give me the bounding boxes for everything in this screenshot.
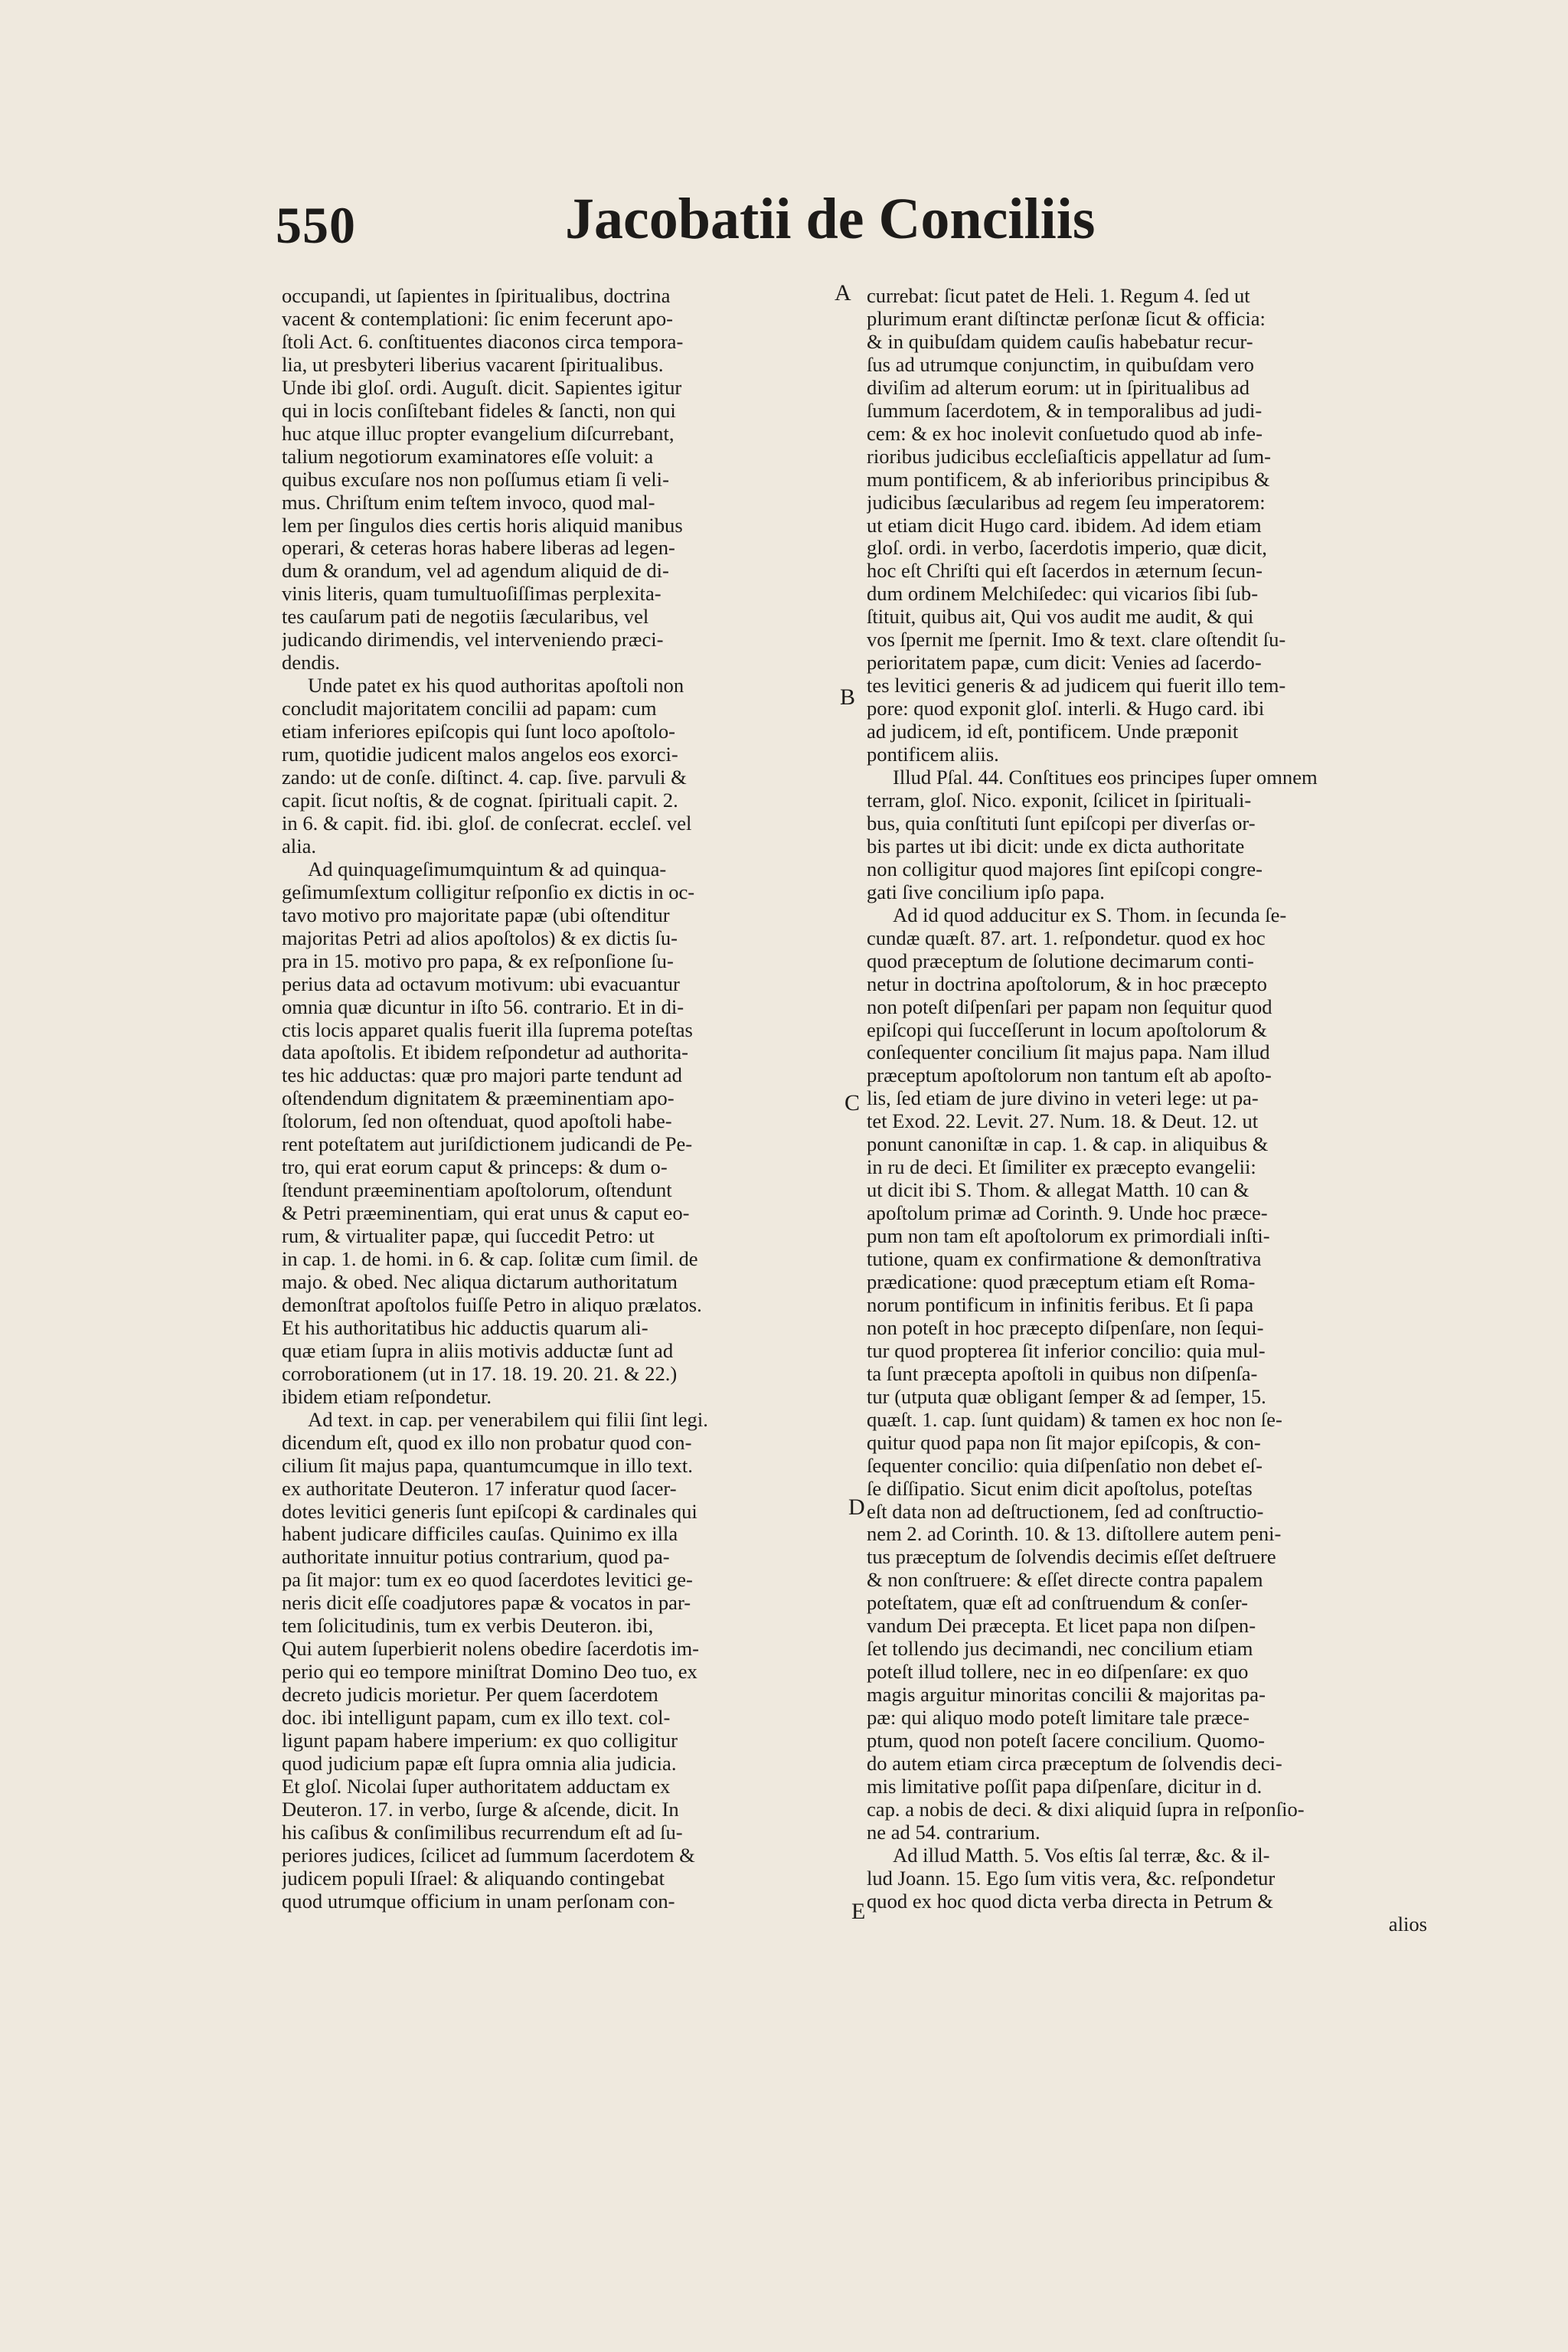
text-line: ſtituit, quibus ait, Qui vos audit me audit, & qui xyxy=(867,605,1254,629)
text-line: ponunt canoniſtæ in cap. 1. & cap. in aliquibus & xyxy=(867,1132,1269,1156)
text-line: & in quibuſdam quidem cauſis habebatur recur- xyxy=(867,329,1253,353)
text-line: lis, ſed etiam de jure divino in veteri lege: ut pa- xyxy=(867,1086,1259,1110)
margin-letter-b: B xyxy=(840,684,856,710)
text-line: & Petri præeminentiam, qui erat unus & caput eo- xyxy=(282,1201,690,1225)
text-line: magis arguitur minoritas concilii & majoritas pa- xyxy=(867,1683,1266,1707)
text-line: quod utrumque officium in unam perſonam con- xyxy=(282,1889,675,1913)
text-line: ſequenter concilio: quia diſpenſatio non debet eſ- xyxy=(867,1453,1263,1477)
text-line: etiam inferiores epiſcopis qui ſunt loco apoſtolo- xyxy=(282,720,676,743)
text-line: omnia quæ dicuntur in iſto 56. contrario. Et in di- xyxy=(282,995,684,1018)
text-line: perioritatem papæ, cum dicit: Venies ad ſacerdo- xyxy=(867,651,1262,675)
text-line: gloſ. ordi. in verbo, ſacerdotis imperio, quæ dicit, xyxy=(867,536,1267,560)
margin-letter-e: E xyxy=(851,1899,866,1924)
text-line: hoc eſt Chriſti qui eſt ſacerdos in æternum ſecun- xyxy=(867,559,1263,583)
text-line: quod judicium papæ eſt ſupra omnia alia judicia. xyxy=(282,1752,677,1775)
text-line: alios xyxy=(1388,1912,1427,1936)
text-line: vos ſpernit me ſpernit. Imo & text. clare oſtendit ſu- xyxy=(867,628,1286,652)
text-line: perius data ad octavum motivum: ubi evacuantur xyxy=(282,972,680,995)
text-line: vinis literis, quam tumultuoſiſſimas perplexita- xyxy=(282,582,662,606)
text-line: vandum Dei præcepta. Et licet papa non diſpen- xyxy=(867,1614,1256,1638)
text-line: poteſt illud tollere, nec in eo diſpenſare: ex quo xyxy=(867,1660,1249,1684)
text-line: ad judicem, id eſt, pontificem. Unde præponit xyxy=(867,720,1239,743)
text-line: ſe diſſipatio. Sicut enim dicit apoſtolus, poteſtas xyxy=(867,1476,1253,1500)
right-column xyxy=(867,285,1427,2252)
page-number: 550 xyxy=(276,196,356,254)
text-line: bis partes ut ibi dicit: unde ex dicta authoritate xyxy=(867,834,1245,858)
text-line: quitur quod papa non ſit major epiſcopis, & con- xyxy=(867,1430,1261,1454)
text-line: majoritas Petri ad alios apoſtolos) & ex dictis ſu- xyxy=(282,926,678,949)
text-line: ptum, quod non poteſt ſacere concilium. Quomo- xyxy=(867,1729,1265,1753)
text-line: ut dicit ibi S. Thom. & allegat Matth. 10 can & xyxy=(867,1178,1250,1202)
text-line: do autem etiam circa præceptum de ſolvendis deci- xyxy=(867,1752,1282,1775)
text-line: ſtendunt præeminentiam apoſtolorum, oſtendunt xyxy=(282,1178,672,1202)
left-column xyxy=(282,285,838,2252)
text-line: judicando dirimendis, vel interveniendo præci- xyxy=(282,628,664,652)
text-line: dicendum eſt, quod ex illo non probatur quod con- xyxy=(282,1430,692,1454)
text-line: & non conſtruere: & eſſet directe contra papalem xyxy=(867,1568,1263,1592)
page-header xyxy=(276,187,1271,287)
text-line: capit. ſicut noſtis, & de cognat. ſpirituali capit. 2. xyxy=(282,788,678,812)
text-line: diviſim ad alterum eorum: ut in ſpiritualibus ad xyxy=(867,375,1250,399)
text-line: tes cauſarum pati de negotiis ſæcularibus, vel xyxy=(282,605,649,629)
text-line: zando: ut de conſe. diſtinct. 4. cap. ſive. parvuli & xyxy=(282,766,687,789)
text-line: currebat: ſicut patet de Heli. 1. Regum 4. ſed ut xyxy=(867,285,1250,307)
text-line: Ad quinquageſimumquintum & ad quinqua- xyxy=(308,857,667,880)
text-line: tur quod propterea ſit inferior concilio: quia mul- xyxy=(867,1338,1266,1362)
text-line: pra in 15. motivo pro papa, & ex reſponſione ſu- xyxy=(282,949,674,972)
text-line: dum ordinem Melchiſedec: qui vicarios ſibi ſub- xyxy=(867,582,1259,606)
text-line: geſimumſextum colligitur reſponſio ex dictis in oc- xyxy=(282,880,695,903)
text-line: cem: & ex hoc inolevit conſuetudo quod ab infe- xyxy=(867,421,1263,445)
text-line: tro, qui erat eorum caput & princeps: & dum o- xyxy=(282,1155,668,1179)
text-line: in cap. 1. de homi. in 6. & cap. ſolitæ cum ſimil. de xyxy=(282,1247,698,1271)
text-line: ibidem etiam reſpondetur. xyxy=(282,1384,492,1408)
text-line: tur (utputa quæ obligant ſemper & ad ſemper, 15. xyxy=(867,1384,1266,1408)
text-line: oſtendendum dignitatem & præeminentiam apo- xyxy=(282,1086,675,1110)
text-line: talium negotiorum examinatores eſſe voluit: a xyxy=(282,444,654,468)
text-line: prædicatione: quod præceptum etiam eſt Roma- xyxy=(867,1269,1256,1293)
text-line: qui in locis conſiſtebant fideles & ſancti, non qui xyxy=(282,398,676,422)
text-line: tes hic adductas: quæ pro majori parte tendunt ad xyxy=(282,1063,682,1087)
text-line: Unde ibi gloſ. ordi. Auguſt. dicit. Sapientes igitur xyxy=(282,375,682,399)
text-line: ſummum ſacerdotem, & in temporalibus ad judi- xyxy=(867,398,1263,422)
text-line: vacent & contemplationi: ſic enim fecerunt apo- xyxy=(282,306,673,330)
text-line: ſus ad utrumque conjunctim, in quibuſdam vero xyxy=(867,352,1254,376)
text-line: ex authoritate Deuteron. 17 inferatur quod ſacer- xyxy=(282,1476,677,1500)
text-line: pum non tam eſt apoſtolorum ex primordiali inſti- xyxy=(867,1224,1270,1248)
text-line: ſet tollendo jus decimandi, nec concilium etiam xyxy=(867,1637,1253,1661)
text-line: ſtoli Act. 6. conſtituentes diaconos circa tempora- xyxy=(282,329,684,353)
text-line: lud Joann. 15. Ego ſum vitis vera, &c. reſpondetur xyxy=(867,1866,1276,1890)
margin-letter-d: D xyxy=(848,1494,865,1520)
text-line: poteſtatem, quæ eſt ad conſtruendum & conſer- xyxy=(867,1591,1248,1615)
text-line: pontificem aliis. xyxy=(867,743,999,766)
text-line: rioribus judicibus eccleſiaſticis appellatur ad ſum- xyxy=(867,444,1272,468)
text-line: apoſtolum primæ ad Corinth. 9. Unde hoc præce- xyxy=(867,1201,1268,1225)
text-line: ſtolorum, ſed non oſtenduat, quod apoſtoli habe- xyxy=(282,1109,672,1133)
text-line: ne ad 54. contrarium. xyxy=(867,1820,1040,1844)
text-line: quæſt. 1. cap. ſunt quidam) & tamen ex hoc non ſe- xyxy=(867,1407,1282,1431)
text-line: dotes levitici generis ſunt epiſcopi & cardinales qui xyxy=(282,1499,697,1523)
text-line: gati ſive concilium ipſo papa. xyxy=(867,880,1105,903)
text-line: cundæ quæſt. 87. art. 1. reſpondetur. quod ex hoc xyxy=(867,926,1266,949)
text-line: cap. a nobis de deci. & dixi aliquid ſupra in reſponſio- xyxy=(867,1797,1305,1821)
text-line: in ru de deci. Et ſimiliter ex præcepto evangelii: xyxy=(867,1155,1256,1179)
text-line: pa ſit major: tum ex eo quod ſacerdotes levitici ge- xyxy=(282,1568,693,1592)
text-line: conſequenter concilium ſit majus papa. Nam illud xyxy=(867,1040,1270,1064)
text-line: ligunt papam habere imperium: ex quo colligitur xyxy=(282,1729,678,1753)
text-line: dum & orandum, vel ad agendum aliquid de di- xyxy=(282,559,669,583)
text-line: eſt data non ad deſtructionem, ſed ad conſtructio- xyxy=(867,1499,1264,1523)
text-line: Deuteron. 17. in verbo, ſurge & aſcende, dicit. In xyxy=(282,1797,679,1821)
text-line: epiſcopi qui ſucceſſerunt in locum apoſtolorum & xyxy=(867,1018,1267,1041)
text-line: corroborationem (ut in 17. 18. 19. 20. 21. & 22.) xyxy=(282,1361,678,1385)
text-line: occupandi, ut ſapientes in ſpiritualibus, doctrina xyxy=(282,285,671,307)
text-line: data apoſtolis. Et ibidem reſpondetur ad authorita- xyxy=(282,1040,688,1064)
text-line: rum, quotidie judicent malos angelos eos exorci- xyxy=(282,743,678,766)
text-line: neris dicit eſſe coadjutores papæ & vocatos in par- xyxy=(282,1591,691,1615)
text-line: dendis. xyxy=(282,651,341,675)
text-line: quibus excuſare nos non poſſumus etiam ſi veli- xyxy=(282,467,669,491)
text-line: bus, quia conſtituti ſunt epiſcopi per diverſas or- xyxy=(867,811,1256,835)
text-line: tutione, quam ex confirmatione & demonſtrativa xyxy=(867,1247,1262,1271)
text-line: tem ſolicitudinis, tum ex verbis Deuteron. ibi, xyxy=(282,1614,654,1638)
text-line: nem 2. ad Corinth. 10. & 13. diſtollere autem peni- xyxy=(867,1522,1282,1546)
text-line: concludit majoritatem concilii ad papam: cum xyxy=(282,697,657,720)
text-line: ta ſunt præcepta apoſtoli in quibus non diſpenſa- xyxy=(867,1361,1258,1385)
text-line: Et gloſ. Nicolai ſuper authoritatem adductam ex xyxy=(282,1774,671,1798)
text-line: doc. ibi intelligunt papam, cum ex illo text. col- xyxy=(282,1706,671,1730)
text-line: plurimum erant diſtinctæ perſonæ ſicut & officia: xyxy=(867,306,1266,330)
text-line: tavo motivo pro majoritate papæ (ubi oſtenditur xyxy=(282,903,670,926)
text-line: terram, gloſ. Nico. exponit, ſcilicet in ſpirituali- xyxy=(867,788,1252,812)
text-line: tus præceptum de ſolvendis decimis eſſet deſtruere xyxy=(867,1545,1276,1569)
text-line: huc atque illuc propter evangelium diſcurrebant, xyxy=(282,421,675,445)
text-line: non poteſt diſpenſari per papam non ſequitur quod xyxy=(867,995,1272,1018)
text-line: Ad illud Matth. 5. Vos eſtis ſal terræ, &c. & il- xyxy=(893,1843,1270,1867)
text-line: non poteſt in hoc præcepto diſpenſare, non ſequi- xyxy=(867,1315,1264,1339)
text-line: mus. Chriſtum enim teſtem invoco, quod mal- xyxy=(282,490,655,514)
running-title: Jacobatii de Conciliis xyxy=(565,187,1096,251)
text-line: ut etiam dicit Hugo card. ibidem. Ad idem etiam xyxy=(867,513,1262,537)
text-line: norum pontificum in infinitis feribus. Et ſi papa xyxy=(867,1292,1254,1316)
text-line: cilium ſit majus papa, quantumcumque in illo text. xyxy=(282,1453,693,1477)
text-line: Et his authoritatibus hic adductis quarum ali- xyxy=(282,1315,648,1339)
text-line: perio qui eo tempore miniſtrat Domino Deo tuo, ex xyxy=(282,1660,697,1684)
text-line: ctis locis apparet qualis fuerit illa ſuprema poteſtas xyxy=(282,1018,693,1041)
margin-letter-c: C xyxy=(844,1090,861,1116)
text-line: lem per ſingulos dies certis horis aliquid manibus xyxy=(282,513,683,537)
text-line: rum, & virtualiter papæ, qui ſuccedit Petro: ut xyxy=(282,1224,655,1248)
text-line: præceptum apoſtolorum non tantum eſt ab apoſto- xyxy=(867,1063,1272,1087)
text-line: Unde patet ex his quod authoritas apoſtoli non xyxy=(308,674,684,697)
text-line: operari, & ceteras horas habere liberas ad legen- xyxy=(282,536,675,560)
text-line: tes levitici generis & ad judicem qui fuerit illo tem- xyxy=(867,674,1286,697)
text-line: lia, ut presbyteri liberius vacarent ſpiritualibus. xyxy=(282,352,664,376)
text-line: decreto judicis morietur. Per quem ſacerdotem xyxy=(282,1683,658,1707)
text-line: pore: quod exponit gloſ. interli. & Hugo card. ibi xyxy=(867,697,1265,720)
text-line: mum pontificem, & ab inferioribus principibus & xyxy=(867,467,1270,491)
text-line: tet Exod. 22. Levit. 27. Num. 18. & Deut. 12. ut xyxy=(867,1109,1259,1133)
text-line: authoritate innuitur potius contrarium, quod pa- xyxy=(282,1545,670,1569)
text-line: Ad id quod adducitur ex S. Thom. in ſecunda ſe- xyxy=(893,903,1287,926)
text-line: judicem populi Iſrael: & aliquando contingebat xyxy=(282,1866,665,1890)
text-line: periores judices, ſcilicet ad ſummum ſacerdotem & xyxy=(282,1843,695,1867)
text-line: quod præceptum de ſolutione decimarum conti- xyxy=(867,949,1254,972)
text-line: non colligitur quod majores ſint epiſcopi congre- xyxy=(867,857,1263,880)
margin-letter-a: A xyxy=(835,280,851,305)
text-line: quæ etiam ſupra in aliis motivis adductæ ſunt ad xyxy=(282,1338,674,1362)
text-line: demonſtrat apoſtolos fuiſſe Petro in aliquo prælatos. xyxy=(282,1292,702,1316)
text-line: Qui autem ſuperbierit nolens obedire ſacerdotis im- xyxy=(282,1637,700,1661)
text-line: mis limitative poſſit papa diſpenſare, dicitur in d. xyxy=(867,1774,1263,1798)
text-line: alia. xyxy=(282,834,317,858)
text-line: his caſibus & conſimilibus recurrendum eſt ad ſu- xyxy=(282,1820,683,1844)
text-line: majo. & obed. Nec aliqua dictarum authoritatum xyxy=(282,1269,678,1293)
text-line: in 6. & capit. fid. ibi. gloſ. de conſecrat. eccleſ. vel xyxy=(282,811,692,835)
text-line: habent judicare difficiles cauſas. Quinimo ex illa xyxy=(282,1522,678,1546)
text-line: Ad text. in cap. per venerabilem qui filii ſint legi. xyxy=(308,1407,708,1431)
text-line: judicibus ſæcularibus ad regem ſeu imperatorem: xyxy=(867,490,1266,514)
text-line: pæ: qui aliquo modo poteſt limitare tale præce- xyxy=(867,1706,1250,1730)
text-line: netur in doctrina apoſtolorum, & in hoc præcepto xyxy=(867,972,1267,995)
text-line: rent poteſtatem aut juriſdictionem judicandi de Pe- xyxy=(282,1132,693,1156)
text-line: Illud Pſal. 44. Conſtitues eos principes ſuper omnem xyxy=(893,766,1318,789)
text-line: quod ex hoc quod dicta verba directa in Petrum & xyxy=(867,1889,1273,1913)
